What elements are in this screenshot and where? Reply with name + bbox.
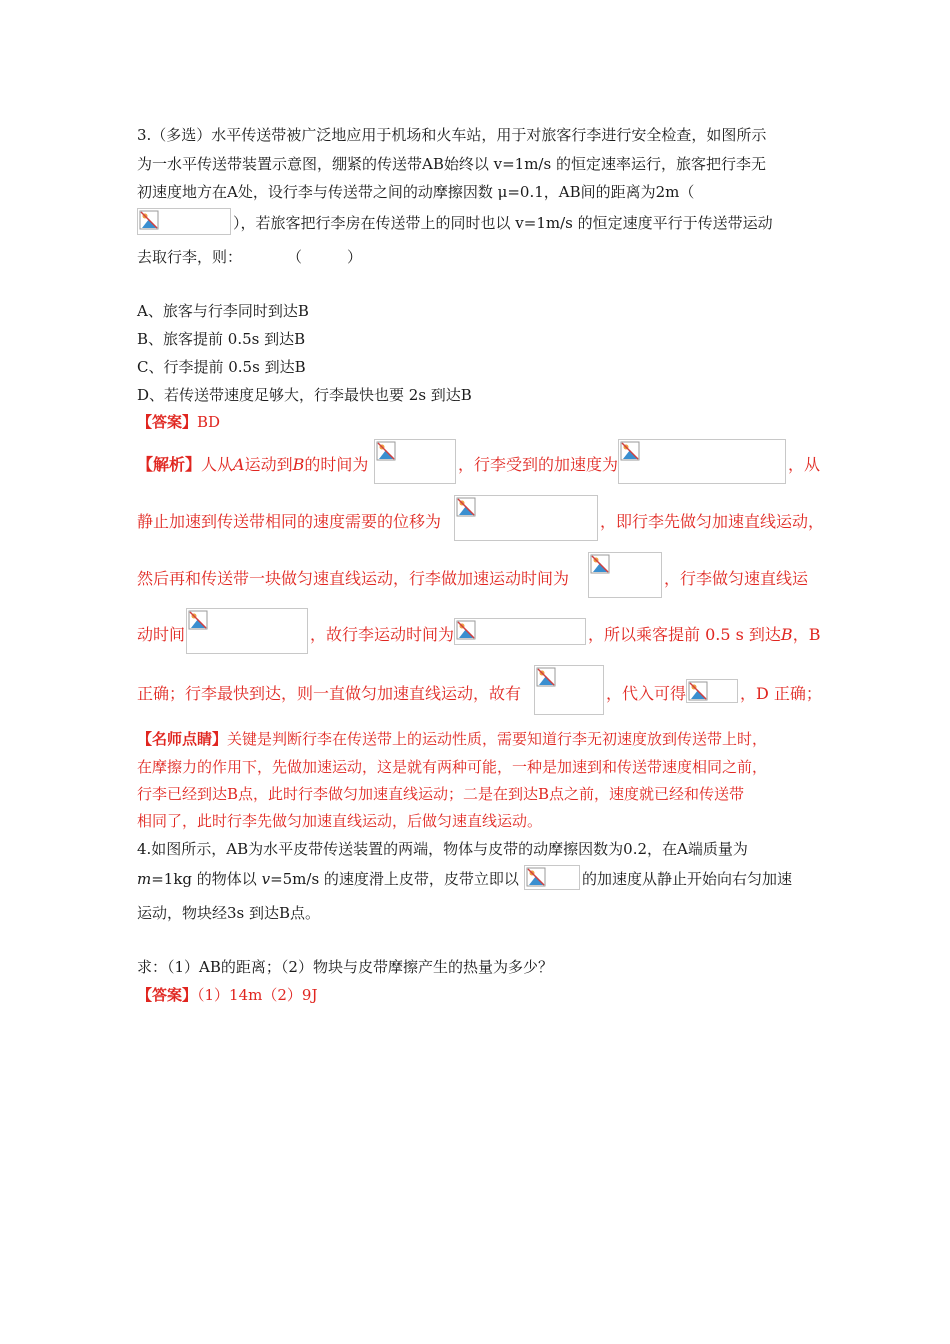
analysis-line-5: 正确；行李最快到达，则一直做匀加速直线运动，故有 [137,684,522,703]
analysis-text: 人从 [201,455,234,474]
formula-image [374,439,456,484]
q3-line-4: ），若旅客把行李房在传送带上的同时也以 v=1m/s 的恒定速度平行于传送带运动 [233,214,773,232]
option-b: B、旅客提前 0.5s 到达B [137,330,306,348]
tips-line-2: 在摩擦力的作用下，先做加速运动，这是就有两种可能，一种是加速到和传送带速度相同之前， [137,758,768,776]
broken-image-icon [620,441,640,461]
broken-image-icon [590,554,610,574]
analysis-text: A [233,455,245,474]
analysis-text: ，所以乘客提前 0.5 s 到达 [588,625,781,644]
q4-text: =5m/s 的速度滑上皮带，皮带立即以 [270,870,519,888]
q3-line-3: 初速度地方在A处，设行李与传送带之间的动摩擦因数 μ=0.1，AB间的距离为2m（ [137,183,695,201]
analysis-line-1 [137,452,368,475]
q4-text: m [137,870,152,888]
formula-image [137,208,231,235]
broken-image-icon [139,210,159,230]
analysis-line-4: 动时间 [137,625,186,644]
analysis-text: 运动到 [244,455,293,474]
analysis-text: B [292,455,305,474]
analysis-text: ，即行李先做匀加速直线运动， [600,512,825,531]
broken-image-icon [536,667,556,687]
option-d: D、若传送带速度足够大，行李最快也要 2s 到达B [137,386,472,404]
formula-image [686,679,738,703]
analysis-label: 【解析】 [137,455,202,474]
analysis-text: ，行李做匀速直线运 [664,569,809,588]
option-c: C、行李提前 0.5s 到达B [137,358,306,376]
broken-image-icon [456,620,476,640]
analysis-line-2: 静止加速到传送带相同的速度需要的位移为 [137,512,442,531]
formula-image [588,552,662,598]
analysis-text: ，代入可得 [606,684,687,703]
q4-line-2 [137,868,519,889]
answer-label: 【答案】 [137,413,198,431]
q4-line-1: 4.如图所示，AB为水平皮带传送装置的两端，物体与皮带的动摩擦因数为0.2，在A端质量为 [137,840,748,858]
broken-image-icon [188,610,208,630]
broken-image-icon [526,867,546,887]
formula-image [454,495,598,541]
broken-image-icon [376,441,396,461]
analysis-text: ，行李受到的加速度为 [458,455,619,474]
q4-text: =1kg 的物体以 [151,870,262,888]
analysis-line-3: 然后再和传送带一块做匀速直线运动，行李做加速运动时间为 [137,569,570,588]
q3-line-2: 为一水平传送带装置示意图，绷紧的传送带AB始终以 v=1m/s 的恒定速率运行，旅客把行李无 [137,155,766,173]
tips-line-3: 行李已经到达B点，此时行李做匀加速直线运动；二是在到达B点之前，速度就已经和传送带 [137,785,745,803]
tips-line-4: 相同了，此时行李先做匀加速直线运动，后做匀速直线运动。 [137,812,543,830]
formula-image [186,608,308,654]
formula-image [524,865,580,890]
analysis-text: ，从 [788,455,821,474]
q3-line-1: 3.（多选）水平传送带被广泛地应用于机场和火车站，用于对旅客行李进行安全检查，如图所示 [137,126,767,144]
q3-line-5: 去取行李，则： （ ） [137,248,363,266]
broken-image-icon [456,497,476,517]
answer-label: 【答案】 [137,986,198,1004]
q4-text: v [261,870,271,888]
formula-image [618,439,786,484]
q4-line-2-tail: 的加速度从静止开始向右匀加速 [582,870,793,888]
option-a: A、旅客与行李同时到达B [137,302,309,320]
formula-image [534,665,604,715]
analysis-text: ，故行李运动时间为 [310,625,455,644]
q4-answer [137,984,317,1005]
q3-answer [137,411,220,432]
analysis-text: ，B [792,625,821,644]
tips-text: 关键是判断行李在传送带上的运动性质，需要知道行李无初速度放到传送带上时， [227,730,768,748]
analysis-line-4-tail [588,622,820,645]
q4-line-3: 运动，物块经3s 到达B点。 [137,904,321,922]
broken-image-icon [688,681,708,701]
answer-value: BD [197,413,221,431]
formula-image [454,618,586,645]
q4-question: 求：（1）AB的距离；（2）物块与皮带摩擦产生的热量为多少？ [137,958,553,976]
analysis-text: ，D 正确； [740,684,822,703]
tips-line-1 [137,728,767,749]
answer-value: （1）14m（2）9J [197,986,318,1004]
tips-label: 【名师点睛】 [137,730,228,748]
analysis-text: 的时间为 [304,455,369,474]
analysis-text: B [780,625,793,644]
